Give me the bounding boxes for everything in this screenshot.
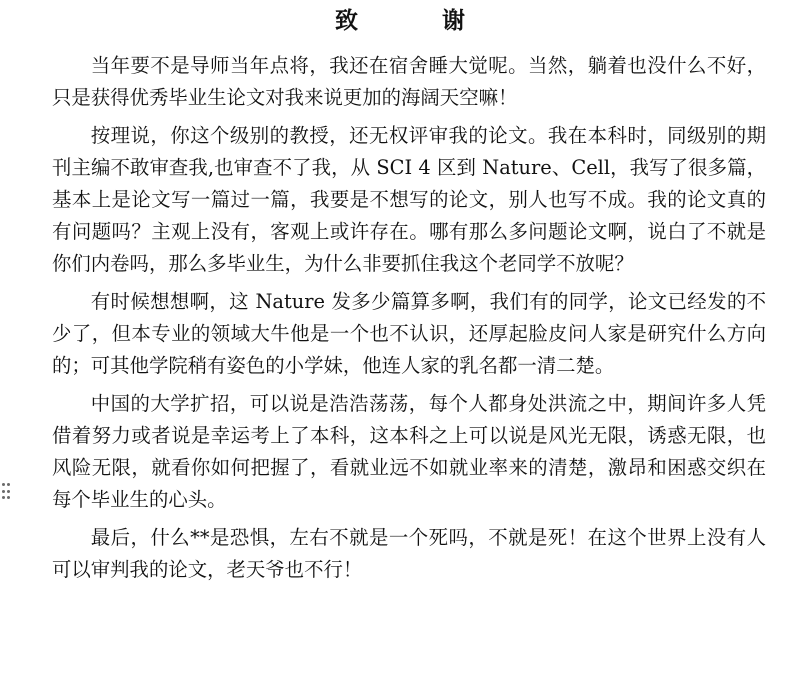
drag-dot — [7, 483, 10, 486]
paragraph-1: 当年要不是导师当年点将，我还在宿舍睡大觉呢。当然，躺着也没什么不好，只是获得优秀毕业生论文对我来说更加的海阔天空嘛！ — [52, 54, 766, 109]
drag-handle-icon[interactable] — [2, 483, 10, 501]
drag-dot — [2, 483, 5, 486]
drag-dot — [2, 496, 5, 499]
paragraph-2: 按理说，你这个级别的教授，还无权评审我的论文。我在本科时，同级别的期刊主编不敢审查我,也审查不了我，从 SCI 4 区到 Nature、Cell，我写了很多篇，基本上是论文写一篇过一篇，我要是不想写的论文，别人也写不成。我的论文真的有问题吗？主观上没有，客观上或许存在。哪有那么多问题论文啊，说白了不就是你们内卷吗，那么多毕业生，为什么非要抓住我这个老同学不放呢？ — [52, 124, 766, 275]
drag-dot — [7, 496, 10, 499]
page-title: 致 谢 — [334, 8, 503, 34]
paragraph-5: 最后，什么**是恐惧，左右不就是一个死吗，不就是死！在这个世界上没有人可以审判我的论文，老天爷也不行！ — [52, 526, 766, 581]
paragraph-4: 中国的大学扩招，可以说是浩浩荡荡，每个人都身处洪流之中，期间许多人凭借着努力或者说是幸运考上了本科，这本科之上可以说是风光无限，诱惑无限，也风险无限，就看你如何把握了，看就业远不如就业率来的清楚，激昂和困惑交织在每个毕业生的心头。 — [52, 392, 766, 511]
drag-dot — [7, 490, 10, 493]
paragraph-3: 有时候想想啊，这 Nature 发多少篇算多啊，我们有的同学，论文已经发的不少了，但本专业的领域大牛他是一个也不认识，还厚起脸皮问人家是研究什么方向的；可其他学院稍有姿色的小学妹，他连人家的乳名都一清二楚。 — [52, 290, 766, 377]
drag-dot — [2, 490, 5, 493]
document-body — [52, 50, 766, 592]
